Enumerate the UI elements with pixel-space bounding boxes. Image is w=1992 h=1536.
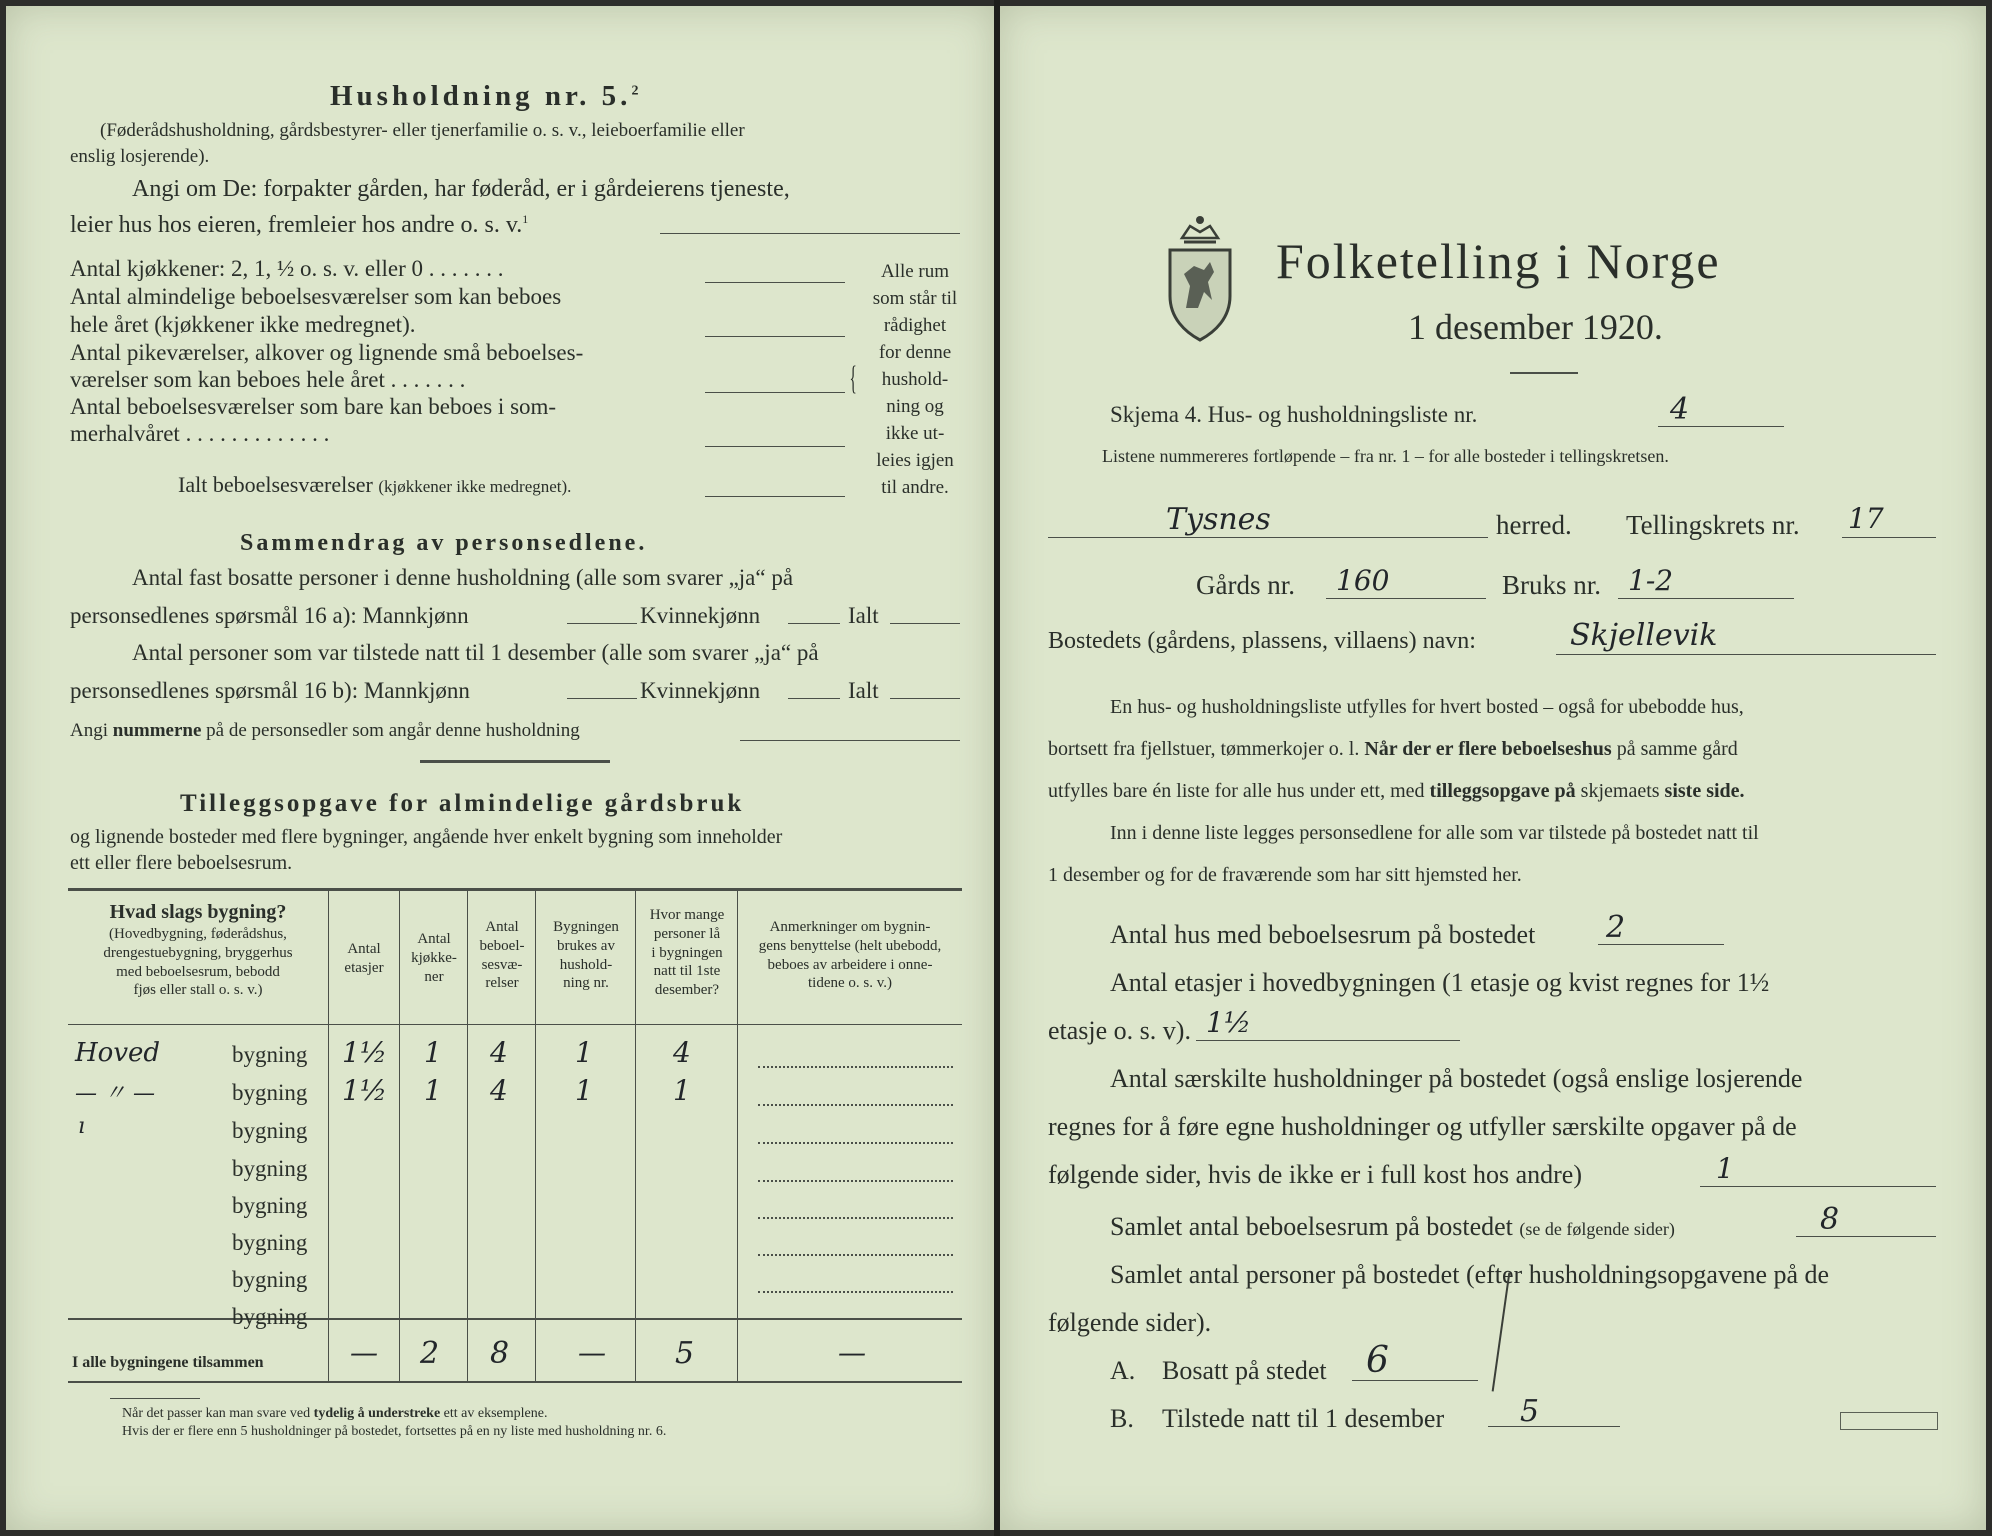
- summary-line2: personsedlenes spørsmål 16 a): Mannkjønn: [70, 603, 469, 628]
- skjema-nr-line: [1658, 426, 1784, 427]
- instruction-3: utfylles bare én liste for alle hus under ett, med tilleggsopgave på skjemaets siste side.: [1048, 780, 1745, 802]
- census-title: Folketelling i Norge: [1276, 233, 1721, 289]
- herred-line: [1048, 537, 1488, 538]
- b-label: B.: [1110, 1404, 1134, 1433]
- footnote-2: Hvis der er flere enn 5 husholdninger på bostedet, fortsettes på en ny liste med husholdning nr. 6.: [122, 1424, 667, 1439]
- building-label: bygning: [232, 1230, 308, 1255]
- etasjer-value: 1½: [1206, 1006, 1251, 1039]
- a-value: 6: [1366, 1340, 1389, 1381]
- total-kjokken: 2: [420, 1336, 440, 1371]
- rooms-ordinary-1: Antal almindelige beboelsesværelser som kan beboes: [70, 284, 562, 309]
- rooms-small-1: Antal pikeværelser, alkover og lignende små beboelses-: [70, 340, 584, 365]
- coat-of-arms-icon: [1160, 196, 1240, 346]
- brace: {: [849, 360, 857, 397]
- building-label: bygning: [232, 1118, 308, 1143]
- samlet-personer-line2: følgende sider).: [1048, 1308, 1212, 1337]
- saerskilte-answer-line: [1700, 1186, 1936, 1187]
- total-personer: 5: [675, 1336, 695, 1371]
- samlet-rum-label: Samlet antal beboelsesrum på bostedet (se de følgende sider): [1110, 1212, 1675, 1241]
- building-kind: ı: [78, 1114, 86, 1139]
- table-header-rule: [68, 1024, 962, 1025]
- anm-line: [758, 1066, 953, 1068]
- table-body-rule: [68, 1318, 962, 1320]
- rooms-kitchens: Antal kjøkkener: 2, 1, ½ o. s. v. eller 0 . . . . . . .: [70, 256, 504, 281]
- building-label: bygning: [232, 1193, 308, 1218]
- cell-vaerelser: 4: [490, 1036, 508, 1069]
- ialt-label-a: Ialt: [848, 603, 879, 628]
- tillegg-heading: Tilleggsopgave for almindelige gårdsbruk: [180, 790, 745, 817]
- bosted-label: Bostedets (gårdens, plassens, villaens) navn:: [1048, 628, 1476, 654]
- ialt-line-b: [890, 698, 960, 699]
- building-label: bygning: [232, 1042, 308, 1067]
- col-divider: [535, 890, 536, 1381]
- saerskilte-line1: Antal særskilte husholdninger på bostedet (også enslige losjerende: [1110, 1064, 1803, 1093]
- saerskilte-value: 1: [1716, 1152, 1734, 1185]
- cell-personer: 1: [673, 1074, 691, 1107]
- anm-line: [758, 1142, 953, 1144]
- ialt-label-b: Ialt: [848, 678, 879, 703]
- saerskilte-line3: følgende sider, hvis de ikke er i full kost hos andre): [1048, 1160, 1582, 1189]
- male-line-a: [567, 623, 637, 624]
- samlet-rum-line: [1796, 1236, 1936, 1237]
- household-heading: Husholdning nr. 5.$^2$: [330, 80, 643, 112]
- bruks-line: [1618, 598, 1794, 599]
- instruction-5: 1 desember og for de fraværende som har sitt hjemsted her.: [1048, 864, 1522, 886]
- col-divider: [737, 890, 738, 1381]
- table-top-rule: [68, 888, 962, 891]
- cell-etasjer: 1½: [342, 1074, 387, 1107]
- header-kjokkener: Antal kjøkke- ner: [411, 931, 457, 985]
- a-line: [1352, 1380, 1478, 1381]
- header-anmerkninger: Anmerkninger om bygnin- gens benyttelse (helt ubebodd, beboes av arbeidere i onne- tidene o. s. v.): [758, 919, 942, 992]
- etasjer-answer-line: [1196, 1040, 1460, 1041]
- angi-line2: leier hus hos eieren, fremleier hos andre o. s. v.$^1$: [70, 212, 529, 238]
- anm-line: [758, 1180, 953, 1182]
- female-label-b: Kvinnekjønn: [640, 678, 761, 703]
- antal-hus-line: [1598, 944, 1724, 945]
- samlet-personer-line1: Samlet antal personer på bostedet (efter husholdningsopgavene på de: [1110, 1260, 1830, 1289]
- header-etasjer: Antal etasjer: [344, 941, 384, 976]
- printer-stamp: [1840, 1412, 1938, 1430]
- angi-nummerne: Angi nummerne på de personsedler som angår denne husholdning: [70, 720, 580, 741]
- herred-label: herred.: [1496, 510, 1572, 540]
- rooms-answer-line-3: [705, 392, 845, 393]
- female-line-a: [788, 623, 840, 624]
- instruction-2: bortsett fra fjellstuer, tømmerkojer o. l. Når der er flere beboelseshus på samme gård: [1048, 738, 1738, 760]
- cell-kjokken: 1: [424, 1036, 442, 1069]
- rooms-ordinary-2: hele året (kjøkkener ikke medregnet).: [70, 312, 416, 337]
- summary-line4: personsedlenes spørsmål 16 b): Mannkjønn: [70, 678, 470, 703]
- ialt-line-a: [890, 623, 960, 624]
- census-date: 1 desember 1920.: [1408, 307, 1663, 347]
- antal-hus-label: Antal hus med beboelsesrum på bostedet: [1110, 920, 1536, 949]
- tillegg-intro-1: og lignende bosteder med flere bygninger, angående hver enkelt bygning som inneholder: [70, 826, 783, 848]
- building-kind: Hoved: [75, 1038, 161, 1068]
- rooms-small-2: værelser som kan beboes hele året . . . . . . .: [70, 367, 466, 392]
- female-label-a: Kvinnekjønn: [640, 603, 761, 628]
- summary-line1: Antal fast bosatte personer i denne husholdning (alle som svarer „ja“ på: [132, 565, 794, 590]
- b-value: 5: [1520, 1394, 1540, 1429]
- header-husholdning: Bygningen brukes av hushold- ning nr.: [553, 919, 619, 992]
- saerskilte-line2: regnes for å føre egne husholdninger og utfyller særskilte opgaver på de: [1048, 1112, 1797, 1141]
- cell-kjokken: 1: [424, 1074, 442, 1107]
- herred-value: Tysnes: [1166, 502, 1271, 537]
- skjema-line: Skjema 4. Hus- og husholdningsliste nr.: [1110, 402, 1478, 427]
- col-divider: [399, 890, 400, 1381]
- building-label: bygning: [232, 1267, 308, 1292]
- antal-hus-value: 2: [1606, 910, 1626, 945]
- total-vaerelser: 8: [490, 1336, 510, 1371]
- col-divider: [635, 890, 636, 1381]
- building-label: bygning: [232, 1156, 308, 1181]
- rooms-answer-line-1: [705, 282, 845, 283]
- col-divider: [328, 890, 329, 1381]
- tellingskrets-value: 17: [1848, 502, 1884, 535]
- header-vaerelser: Antal beboel- sesvæ- relser: [479, 919, 525, 992]
- male-line-b: [567, 698, 637, 699]
- bosted-value: Skjellevik: [1570, 618, 1718, 653]
- rooms-summer-1: Antal beboelsesværelser som bare kan beboes i som-: [70, 394, 557, 419]
- angi-answer-line: [660, 233, 960, 234]
- header-personer: Hvor mange personer lå i bygningen natt til 1ste desember?: [649, 907, 725, 998]
- b-line: [1488, 1426, 1620, 1427]
- ialt-rooms-line: [705, 496, 845, 497]
- anm-line: [758, 1291, 953, 1293]
- tellingskrets-line: [1842, 537, 1936, 538]
- anm-line: [758, 1217, 953, 1219]
- summary-line3: Antal personer som var tilstede natt til 1 desember (alle som svarer „ja“ på: [132, 640, 819, 665]
- bruks-value: 1-2: [1628, 564, 1674, 597]
- gards-value: 160: [1336, 564, 1390, 597]
- ialt-rooms: Ialt beboelsesværelser (kjøkkener ikke medregnet).: [178, 472, 572, 497]
- anm-line: [758, 1104, 953, 1106]
- bruks-label: Bruks nr.: [1502, 570, 1602, 600]
- household-intro-line2: enslig losjerende).: [70, 146, 210, 167]
- b-text: Tilstede natt til 1 desember: [1162, 1404, 1445, 1433]
- etasjer-line2: etasje o. s. v).: [1048, 1016, 1191, 1045]
- bosted-line: [1556, 654, 1936, 655]
- cell-vaerelser: 4: [490, 1074, 508, 1107]
- rooms-summer-2: merhalvåret . . . . . . . . . . . . .: [70, 421, 330, 446]
- instruction-1: En hus- og husholdningsliste utfylles for hvert bosted – også for ubebodde hus,: [1110, 696, 1744, 718]
- cell-personer: 4: [673, 1036, 691, 1069]
- total-etasjer: —: [350, 1336, 378, 1369]
- summary-heading: Sammendrag av personsedlene.: [240, 530, 648, 556]
- nummerne-line: [740, 740, 960, 741]
- ornament-rule: [420, 760, 610, 763]
- instruction-4: Inn i denne liste legges personsedlene for alle som var tilstede på bostedet natt til: [1110, 822, 1759, 844]
- gards-label: Gårds nr.: [1196, 570, 1295, 600]
- total-hushold: —: [578, 1336, 606, 1369]
- tellingskrets-label: Tellingskrets nr.: [1626, 510, 1800, 540]
- header-building-type: Hvad slags bygning? (Hovedbygning, føderådshus, drengestuebygning, bryggerhus med beboelsesrum, bebodd fjøs eller stall o. s. v.): [103, 901, 293, 999]
- listene-note: Listene nummereres fortløpende – fra nr. 1 – for alle bosteder i tellingskretsen.: [1102, 446, 1669, 466]
- rooms-answer-line-4: [705, 446, 845, 447]
- a-text: Bosatt på stedet: [1162, 1356, 1327, 1385]
- title-rule: [1510, 372, 1578, 374]
- samlet-rum-value: 8: [1820, 1202, 1840, 1237]
- gards-line: [1326, 598, 1486, 599]
- table-bottom-rule: [68, 1381, 962, 1383]
- col-divider: [467, 890, 468, 1381]
- cell-etasjer: 1½: [342, 1036, 387, 1069]
- angi-line1: Angi om De: forpakter gården, har føderåd, er i gårdeierens tjeneste,: [132, 176, 790, 202]
- tillegg-intro-2: ett eller flere beboelsesrum.: [70, 852, 293, 874]
- household-intro-line1: (Føderådshusholdning, gårdsbestyrer- eller tjenerfamilie o. s. v., leieboerfamilie eller: [100, 120, 745, 141]
- building-kind: — 〃 —: [75, 1081, 155, 1106]
- rooms-answer-line-2: [705, 336, 845, 337]
- female-line-b: [788, 698, 840, 699]
- skjema-nr-value: 4: [1670, 392, 1690, 427]
- anm-line: [758, 1254, 953, 1256]
- cell-hushold: 1: [575, 1036, 593, 1069]
- building-label: bygning: [232, 1080, 308, 1105]
- cell-hushold: 1: [575, 1074, 593, 1107]
- totals-label: I alle bygningene tilsammen: [72, 1354, 264, 1371]
- etasjer-line1: Antal etasjer i hovedbygningen (1 etasje og kvist regnes for 1½: [1110, 968, 1770, 997]
- side-note: Alle rum som står til rådighet for denne hushold- ning og ikke ut- leies igjen til andre.: [872, 261, 958, 498]
- total-anm: —: [838, 1336, 866, 1369]
- footnote-rule: [110, 1398, 200, 1399]
- building-label: bygning: [232, 1304, 308, 1329]
- a-label: A.: [1110, 1356, 1136, 1385]
- footnote-1: Når det passer kan man svare ved tydelig å understreke ett av eksemplene.: [122, 1406, 548, 1421]
